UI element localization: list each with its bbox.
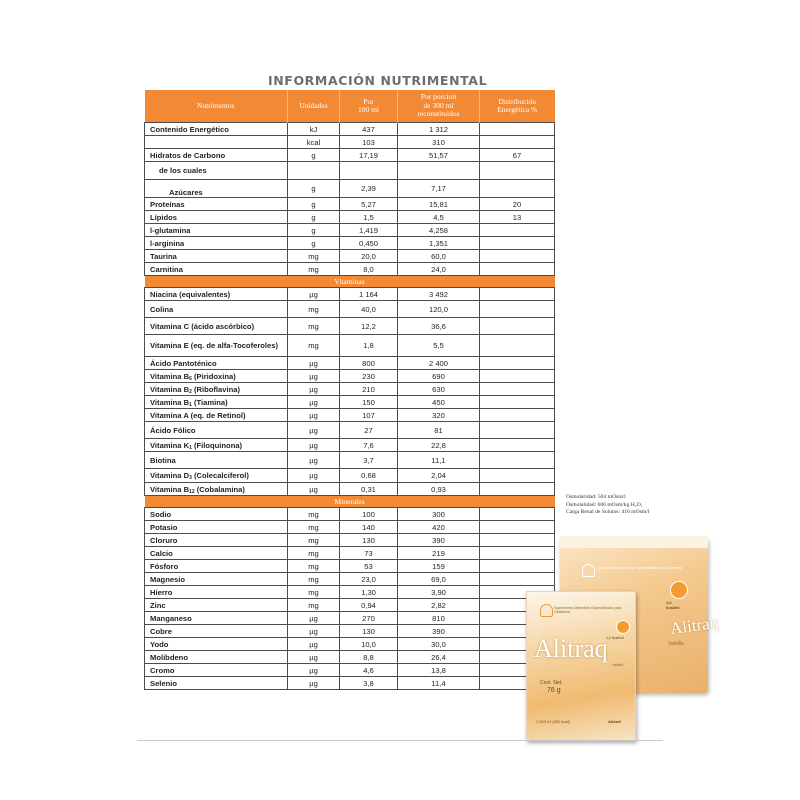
unit-cell: mg [288, 521, 340, 534]
nutrient-name: Ácido Fólico [145, 422, 288, 439]
nutrient-name [145, 370, 288, 383]
section-header-row [145, 496, 555, 508]
per-300ml-cell: 300 [398, 508, 480, 521]
osmolalidad-note: Osmolalidad: 606 mOsm/kg H₂O, [566, 501, 643, 508]
footer-divider [137, 740, 663, 741]
per-300ml-cell [398, 162, 480, 180]
per-100ml-cell: 0,68 [340, 469, 398, 483]
nutrient-name: Manganeso [145, 612, 288, 625]
nutrient-name: l-glutamina [145, 224, 288, 237]
per-100ml-cell: 2,39 [340, 180, 398, 198]
table-row [145, 452, 555, 469]
per-100ml-cell: 800 [340, 357, 398, 370]
unit-cell: µg [288, 638, 340, 651]
per-300ml-cell: 3 492 [398, 288, 480, 301]
sachet-kcal-label: 1,0 kcal/ml [606, 636, 624, 640]
unit-cell: µg [288, 664, 340, 677]
per-100ml-cell: 210 [340, 383, 398, 396]
unit-cell: µg [288, 439, 340, 452]
table-row [145, 422, 555, 439]
per-300ml-cell: 7,17 [398, 180, 480, 198]
unit-cell: g [288, 237, 340, 250]
nutrient-name: de los cuales [145, 162, 288, 180]
per-300ml-cell: 4,5 [398, 211, 480, 224]
nutrient-name-part: Vitamina B [150, 397, 190, 407]
nutrient-name: Magnesio [145, 573, 288, 586]
unit-cell: mg [288, 335, 340, 357]
energy-distribution-cell: 20 [480, 198, 555, 211]
sachet-seal-icon [616, 620, 630, 634]
nutrient-name: Hierro [145, 586, 288, 599]
nutrient-name: Vitamina C (ácido ascórbico) [145, 318, 288, 335]
per-300ml-cell: 51,57 [398, 149, 480, 162]
nutrient-name: Carnitina [145, 263, 288, 276]
per-300ml-cell: 36,6 [398, 318, 480, 335]
sachet-flavor: Vainilla [612, 663, 624, 667]
energy-distribution-cell [480, 409, 555, 422]
table-row [145, 521, 555, 534]
box-subtitle: Suplemento Alimenticio Especializado para Glutamina [598, 566, 682, 570]
unit-cell: mg [288, 599, 340, 612]
energy-distribution-cell [480, 483, 555, 496]
per-100ml-cell: 8,8 [340, 651, 398, 664]
abbott-logo-icon [582, 564, 595, 577]
per-300ml-cell: 320 [398, 409, 480, 422]
unit-cell: kJ [288, 123, 340, 136]
box-seal-icon [670, 581, 688, 599]
per-300ml-cell: 810 [398, 612, 480, 625]
per-100ml-cell: 140 [340, 521, 398, 534]
unit-cell: µg [288, 483, 340, 496]
per-300ml-cell: 1,351 [398, 237, 480, 250]
table-row [145, 508, 555, 521]
nutrient-name-part: (Colecalciferol) [191, 471, 249, 480]
per-300ml-cell: 390 [398, 625, 480, 638]
nutrient-name-part: (Tiamina) [191, 397, 228, 407]
energy-distribution-cell [480, 136, 555, 149]
per-100ml-cell: 1,5 [340, 211, 398, 224]
per-300ml-cell: 22,8 [398, 439, 480, 452]
unit-cell: mg [288, 560, 340, 573]
table-row [145, 409, 555, 422]
per-300ml-cell: 13,8 [398, 664, 480, 677]
box-brand: Alitraq [668, 612, 720, 639]
energy-distribution-cell [480, 180, 555, 198]
nutrient-subscript: 1 [189, 401, 192, 408]
unit-cell: µg [288, 651, 340, 664]
nutrient-name: Zinc [145, 599, 288, 612]
table-header-row [145, 90, 555, 123]
nutrient-name: Biotina [145, 452, 288, 469]
column-header: Por porcion de 300 ml reconstituidos [398, 90, 480, 123]
nutrient-name: Yodo [145, 638, 288, 651]
per-300ml-cell: 120,0 [398, 301, 480, 318]
unit-cell: µg [288, 625, 340, 638]
energy-distribution-cell: 13 [480, 211, 555, 224]
table-row [145, 198, 555, 211]
table-row [145, 237, 555, 250]
table-row [145, 180, 555, 198]
nutrient-name: Vitamina A (eq. de Retinol) [145, 409, 288, 422]
unit-cell: mg [288, 573, 340, 586]
nutrient-name [145, 396, 288, 409]
unit-cell: kcal [288, 136, 340, 149]
energy-distribution-cell [480, 357, 555, 370]
per-300ml-cell: 26,4 [398, 651, 480, 664]
per-300ml-cell: 630 [398, 383, 480, 396]
unit-cell: mg [288, 318, 340, 335]
table-row [145, 396, 555, 409]
per-100ml-cell [340, 162, 398, 180]
per-100ml-cell: 4,6 [340, 664, 398, 677]
per-300ml-cell: 81 [398, 422, 480, 439]
per-300ml-cell: 60,0 [398, 250, 480, 263]
per-100ml-cell: 3,8 [340, 677, 398, 690]
table-row [145, 288, 555, 301]
sachet-net-content: Cont. Net. [540, 680, 563, 686]
nutrient-name [145, 383, 288, 396]
per-100ml-cell: 17,19 [340, 149, 398, 162]
per-300ml-cell: 2,82 [398, 599, 480, 612]
per-100ml-cell: 27 [340, 422, 398, 439]
nutrient-name: Taurina [145, 250, 288, 263]
nutrient-name-part: Vitamina B [150, 371, 190, 381]
column-header: Nutrimentos [145, 90, 288, 123]
per-300ml-cell: 2 400 [398, 357, 480, 370]
box-kcal-label: 1,0 kcal/ml [666, 600, 680, 610]
table-row [145, 677, 555, 690]
energy-distribution-cell [480, 521, 555, 534]
per-100ml-cell: 103 [340, 136, 398, 149]
nutrient-subscript: 1 [189, 444, 192, 451]
per-100ml-cell: 8,0 [340, 263, 398, 276]
nutrient-name: Niacina (equivalentes) [145, 288, 288, 301]
per-100ml-cell: 3,7 [340, 452, 398, 469]
table-row [145, 547, 555, 560]
per-300ml-cell: 15,81 [398, 198, 480, 211]
unit-cell: µg [288, 612, 340, 625]
per-300ml-cell: 0,93 [398, 483, 480, 496]
table-row [145, 162, 555, 180]
per-300ml-cell: 390 [398, 534, 480, 547]
per-100ml-cell: 130 [340, 625, 398, 638]
osmolarity-notes [566, 494, 649, 517]
per-300ml-cell: 690 [398, 370, 480, 383]
unit-cell: mg [288, 508, 340, 521]
sachet-brand: Alitraq [534, 634, 608, 663]
table-body [145, 123, 555, 690]
product-image [520, 536, 720, 741]
per-100ml-cell: 1,8 [340, 335, 398, 357]
energy-distribution-cell [480, 123, 555, 136]
column-header: Unidades [288, 90, 340, 123]
energy-distribution-cell [480, 439, 555, 452]
nutrient-name: Cromo [145, 664, 288, 677]
nutrient-name: Sodio [145, 508, 288, 521]
energy-distribution-cell [480, 396, 555, 409]
table-row [145, 301, 555, 318]
section-header-row [145, 276, 555, 288]
unit-cell: µg [288, 469, 340, 483]
table-row [145, 599, 555, 612]
per-300ml-cell: 1 312 [398, 123, 480, 136]
table-row [145, 573, 555, 586]
table-row [145, 638, 555, 651]
nutrient-name: Proteínas [145, 198, 288, 211]
per-100ml-cell: 0,450 [340, 237, 398, 250]
per-300ml-cell: 159 [398, 560, 480, 573]
per-100ml-cell: 53 [340, 560, 398, 573]
nutrition-table [144, 90, 555, 690]
unit-cell: mg [288, 263, 340, 276]
table-row [145, 469, 555, 483]
nutrient-name: Lípidos [145, 211, 288, 224]
section-title: Minerales [145, 496, 555, 508]
table-row [145, 250, 555, 263]
table-row [145, 612, 555, 625]
energy-distribution-cell [480, 335, 555, 357]
per-300ml-cell: 3,90 [398, 586, 480, 599]
unit-cell: g [288, 211, 340, 224]
nutrient-name-part: Vitamina K [150, 440, 190, 450]
table-row [145, 224, 555, 237]
per-300ml-cell: 310 [398, 136, 480, 149]
per-300ml-cell: 69,0 [398, 573, 480, 586]
energy-distribution-cell [480, 162, 555, 180]
per-100ml-cell: 0,31 [340, 483, 398, 496]
per-300ml-cell: 2,04 [398, 469, 480, 483]
nutrient-name-part: Vitamina D [150, 471, 190, 480]
unit-cell: µg [288, 452, 340, 469]
unit-cell: µg [288, 357, 340, 370]
per-100ml-cell: 230 [340, 370, 398, 383]
per-100ml-cell: 1 164 [340, 288, 398, 301]
nutrient-name [145, 136, 288, 149]
energy-distribution-cell [480, 250, 555, 263]
unit-cell: mg [288, 547, 340, 560]
unit-cell: g [288, 198, 340, 211]
per-300ml-cell: 4,258 [398, 224, 480, 237]
renal-load-note: Carga Renal de Solutos: 416 mOsm/l [566, 509, 650, 515]
nutrient-name: Colina [145, 301, 288, 318]
energy-distribution-cell [480, 263, 555, 276]
table-row [145, 149, 555, 162]
per-100ml-cell: 437 [340, 123, 398, 136]
sachet-maker: Abbott [608, 719, 621, 724]
per-100ml-cell: 100 [340, 508, 398, 521]
table-row [145, 651, 555, 664]
per-100ml-cell: 7,6 [340, 439, 398, 452]
per-300ml-cell: 450 [398, 396, 480, 409]
page-title: INFORMACIÓN NUTRIMENTAL [268, 73, 488, 88]
per-300ml-cell: 219 [398, 547, 480, 560]
nutrient-name: Selenio [145, 677, 288, 690]
energy-distribution-cell [480, 288, 555, 301]
energy-distribution-cell [480, 301, 555, 318]
energy-distribution-cell [480, 224, 555, 237]
per-300ml-cell: 420 [398, 521, 480, 534]
nutrient-name: Calcio [145, 547, 288, 560]
unit-cell: µg [288, 396, 340, 409]
nutrient-name: Cloruro [145, 534, 288, 547]
table-row [145, 370, 555, 383]
per-100ml-cell: 1,419 [340, 224, 398, 237]
unit-cell: µg [288, 422, 340, 439]
nutrient-name-part: Vitamina B [150, 484, 190, 494]
per-100ml-cell: 73 [340, 547, 398, 560]
nutrient-subscript: 3 [189, 475, 192, 481]
table-row [145, 211, 555, 224]
nutrient-name-part: Vitamina B [150, 384, 190, 394]
table-row [145, 664, 555, 677]
sachet-subtitle: Suplemento Alimenticio Especializado para Glutamina [554, 606, 621, 614]
nutrient-name: Cobre [145, 625, 288, 638]
per-100ml-cell: 10,0 [340, 638, 398, 651]
unit-cell: g [288, 149, 340, 162]
product-box-top [560, 536, 708, 548]
nutrient-name: Azúcares [145, 180, 288, 198]
per-100ml-cell: 23,0 [340, 573, 398, 586]
energy-distribution-cell [480, 422, 555, 439]
per-100ml-cell: 0,94 [340, 599, 398, 612]
sachet-energy: 1 263 kJ (302 kcal) [536, 719, 570, 724]
sachet-net-weight: 76 g [547, 687, 561, 694]
column-header: Por 100 ml [340, 90, 398, 123]
per-300ml-cell: 5,5 [398, 335, 480, 357]
nutrient-name: Vitamina E (eq. de alfa-Tocoferoles) [145, 335, 288, 357]
per-100ml-cell: 5,27 [340, 198, 398, 211]
box-flavor: Vainilla [668, 641, 684, 647]
energy-distribution-cell: 67 [480, 149, 555, 162]
energy-distribution-cell [480, 508, 555, 521]
unit-cell: µg [288, 677, 340, 690]
column-header: Distribución Energética % [480, 90, 555, 123]
unit-cell: mg [288, 250, 340, 263]
table-row [145, 625, 555, 638]
unit-cell: g [288, 224, 340, 237]
per-100ml-cell: 20,0 [340, 250, 398, 263]
table-row [145, 263, 555, 276]
unit-cell: mg [288, 586, 340, 599]
unit-cell [288, 162, 340, 180]
nutrient-name-part: (Cobalamina) [194, 484, 245, 494]
per-300ml-cell: 24,0 [398, 263, 480, 276]
per-100ml-cell: 130 [340, 534, 398, 547]
nutrient-name: l-arginina [145, 237, 288, 250]
nutrient-name [145, 469, 288, 483]
unit-cell: µg [288, 288, 340, 301]
unit-cell: mg [288, 301, 340, 318]
nutrient-name [145, 439, 288, 452]
energy-distribution-cell [480, 370, 555, 383]
per-300ml-cell: 11,4 [398, 677, 480, 690]
sachet-abbott-logo-icon [540, 604, 553, 617]
table-row [145, 586, 555, 599]
per-100ml-cell: 107 [340, 409, 398, 422]
table-row [145, 383, 555, 396]
unit-cell: µg [288, 370, 340, 383]
per-300ml-cell: 30,0 [398, 638, 480, 651]
per-300ml-cell: 11,1 [398, 452, 480, 469]
energy-distribution-cell [480, 469, 555, 483]
table-row [145, 534, 555, 547]
energy-distribution-cell [480, 383, 555, 396]
nutrient-name: Molibdeno [145, 651, 288, 664]
nutrient-subscript: 2 [189, 388, 192, 395]
unit-cell: mg [288, 534, 340, 547]
per-100ml-cell: 1,30 [340, 586, 398, 599]
table-row [145, 123, 555, 136]
nutrient-name: Ácido Pantoténico [145, 357, 288, 370]
energy-distribution-cell [480, 452, 555, 469]
nutrient-name: Potasio [145, 521, 288, 534]
unit-cell: g [288, 180, 340, 198]
nutrient-name [145, 483, 288, 496]
nutrient-name-part: (Riboflavina) [191, 384, 240, 394]
unit-cell: µg [288, 409, 340, 422]
per-100ml-cell: 150 [340, 396, 398, 409]
per-100ml-cell: 12,2 [340, 318, 398, 335]
table-row [145, 357, 555, 370]
per-100ml-cell: 40,0 [340, 301, 398, 318]
nutrient-subscript: 6 [189, 375, 192, 382]
table-row [145, 335, 555, 357]
energy-distribution-cell [480, 318, 555, 335]
table-row [145, 136, 555, 149]
table-row [145, 483, 555, 496]
table-row [145, 439, 555, 452]
nutrient-name-part: (Piridoxina) [191, 371, 236, 381]
nutrient-name-part: (Filoquinona) [191, 440, 243, 450]
nutrient-name: Hidratos de Carbono [145, 149, 288, 162]
table-row [145, 560, 555, 573]
per-100ml-cell: 270 [340, 612, 398, 625]
osmolaridad-note: Osmolaridad: 504 mOsm/l [566, 494, 626, 500]
table-row [145, 318, 555, 335]
section-title: Vitaminas [145, 276, 555, 288]
nutrient-name: Contenido Energético [145, 123, 288, 136]
nutrient-name: Fósforo [145, 560, 288, 573]
nutrient-subscript: 12 [189, 488, 195, 495]
unit-cell: µg [288, 383, 340, 396]
energy-distribution-cell [480, 237, 555, 250]
